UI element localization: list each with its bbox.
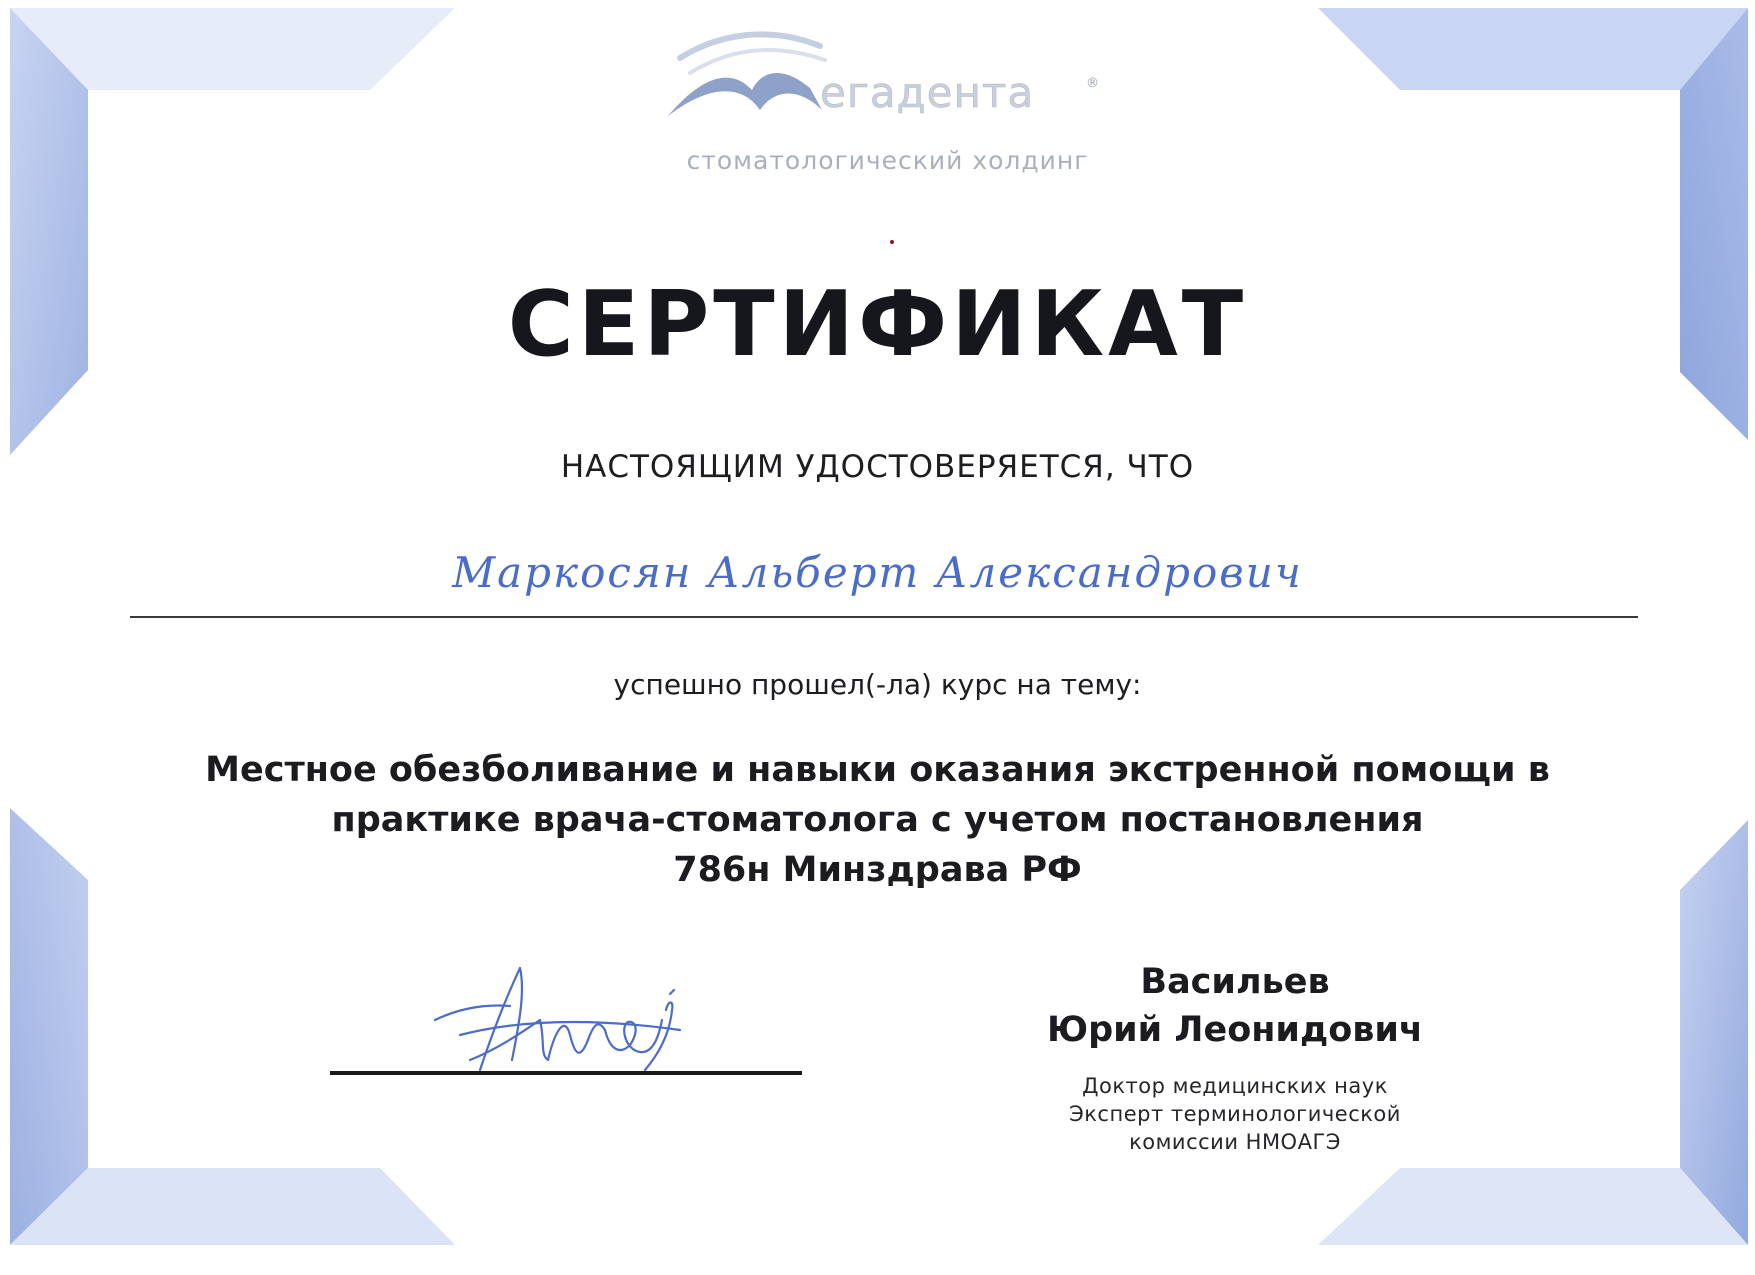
signature-line (330, 1071, 802, 1075)
signer-credential-line: Эксперт терминологической (1069, 1102, 1401, 1126)
logo-wordmark: егадента (820, 68, 1035, 117)
recipient-name: Маркосян Альберт Александрович (452, 548, 1303, 597)
course-title (0, 745, 1755, 895)
certificate-subtitle: НАСТОЯЩИМ УДОСТОВЕРЯЕТСЯ, ЧТО (560, 449, 1195, 485)
signer-surname: Васильев (1140, 962, 1330, 1002)
signer-given-names: Юрий Леонидович (1047, 1010, 1423, 1050)
certificate-title: СЕРТИФИКАТ (507, 272, 1248, 377)
signer-credential-line: комиссии НМОАГЭ (1129, 1130, 1341, 1154)
handwritten-signature (430, 960, 700, 1080)
course-title-line: практике врача-стоматолога с учетом постановления (331, 800, 1424, 840)
speck (890, 240, 894, 244)
logo-tagline: стоматологический холдинг (686, 146, 1089, 175)
company-logo (0, 0, 1755, 190)
course-title-line: 786н Минздрава РФ (673, 850, 1082, 890)
m-wave-logo-icon (660, 18, 830, 128)
recipient-name-line (130, 616, 1638, 618)
signer-name (1020, 958, 1450, 1054)
signer-credentials (1020, 1072, 1450, 1156)
course-intro: успешно прошел(-ла) курс на тему: (613, 668, 1142, 701)
registered-mark: ® (1086, 76, 1099, 91)
course-title-line: Местное обезболивание и навыки оказания экстренной помощи в (205, 750, 1550, 790)
signer-credential-line: Доктор медицинских наук (1082, 1074, 1388, 1098)
